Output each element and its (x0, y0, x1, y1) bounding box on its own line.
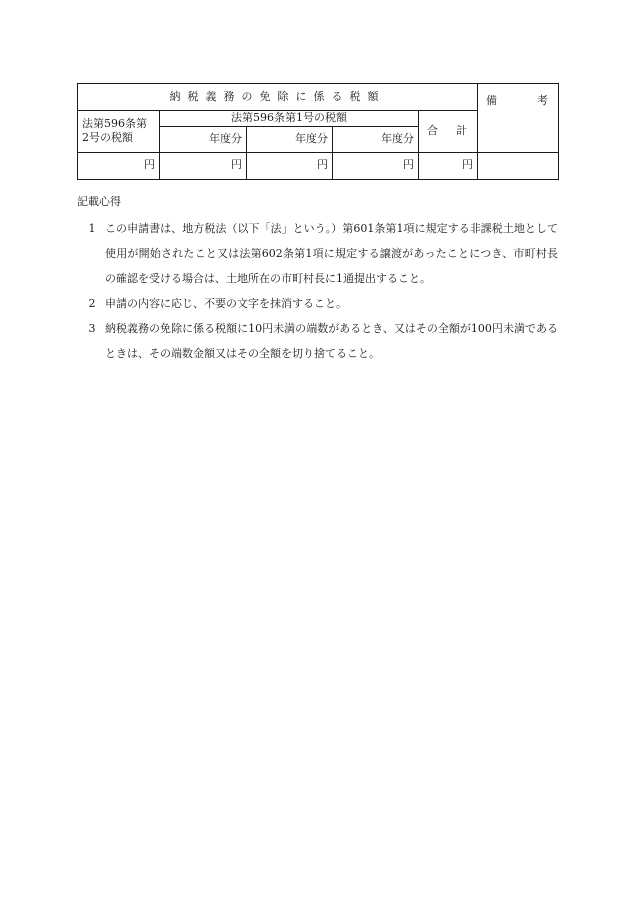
header-item1-tax: 法第596条第1号の税額 (160, 111, 419, 127)
header-item2-line1: 法第596条第 (82, 116, 147, 130)
notes-title: 記載心得 (77, 195, 121, 208)
note-text: 申請の内容に応じ、不要の文字を抹消すること。 (105, 297, 347, 310)
note-number: 3 (88, 322, 96, 335)
header-item2-tax (78, 111, 160, 153)
year-cell-2: 年度分 (247, 126, 333, 152)
note-item (77, 291, 558, 316)
header-exempted-tax: 納税義務の免除に係る税額 (78, 84, 478, 111)
yen-cell-total: 円 (419, 152, 478, 179)
year-cell-3: 年度分 (333, 126, 419, 152)
yen-cell-year3: 円 (333, 152, 419, 179)
note-number: 1 (88, 222, 96, 235)
yen-cell-year1: 円 (160, 152, 247, 179)
remarks-label-left: 備 (486, 94, 497, 107)
total-label-right: 計 (456, 124, 467, 137)
note-item (77, 216, 558, 291)
year-cell-1: 年度分 (160, 126, 247, 152)
remarks-value-cell (478, 152, 559, 179)
yen-cell-year2: 円 (247, 152, 333, 179)
note-number: 2 (88, 297, 96, 310)
note-item (77, 316, 558, 366)
note-text: この申請書は、地方税法（以下「法」という。）第601条第1項に規定する非課税土地として使用が開始されたこと又は法第602条第1項に規定する譲渡があったことにつき、市町村長の確認を受ける場合は、土地所在の市町村長に1通提出すること。 (105, 222, 558, 285)
remarks-label-right: 考 (537, 94, 548, 107)
remarks-header-cell (478, 84, 559, 153)
note-text: 納税義務の免除に係る税額に10円未満の端数があるとき、又はその全額が100円未満であるときは、その端数金額又はその全額を切り捨てること。 (105, 322, 558, 360)
tax-exemption-table (77, 83, 559, 180)
header-total (419, 111, 478, 153)
total-label-left: 合 (427, 124, 438, 137)
header-item2-line2: 2号の税額 (82, 131, 133, 145)
yen-cell-item2: 円 (78, 152, 160, 179)
filing-notes (77, 189, 558, 366)
